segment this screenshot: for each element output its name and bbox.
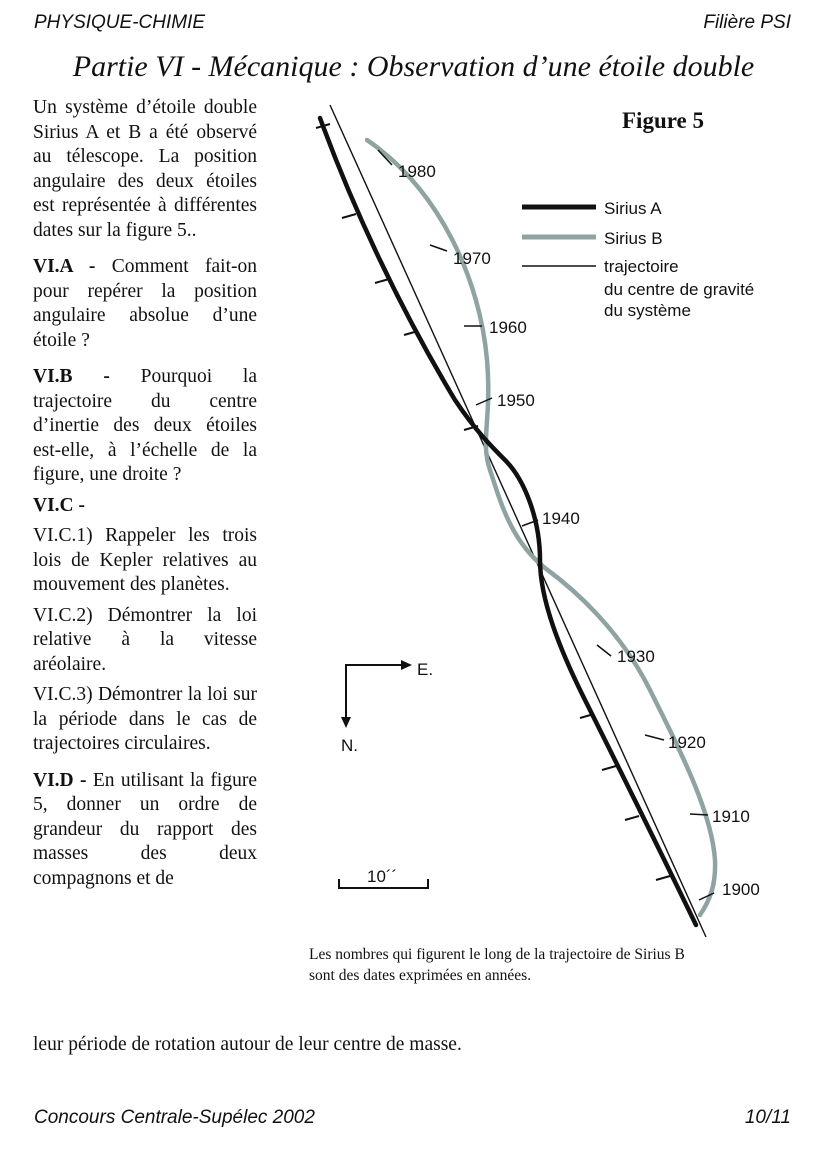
sirius-a-tick [656,876,670,880]
compass [341,660,433,755]
date-label: 1920 [668,733,706,752]
date-label: 1940 [542,509,580,528]
east-arrowhead-icon [401,660,412,670]
compass-east-label: E. [417,660,434,679]
header-track: Filière PSI [703,12,791,33]
sirius-b-tick [690,814,708,815]
date-label: 1980 [398,162,436,181]
sirius-a-tick [602,766,616,770]
legend-label-centre-1: trajectoire [604,257,679,276]
question-b-label: VI.B - [33,366,110,387]
sirius-b-tick [597,645,611,656]
page-title: Partie VI - Mécanique : Observation d’une étoile double [72,50,755,83]
figure-legend [522,199,754,320]
question-d-tail: leur période de rotation autour de leur centre de masse. [33,1034,462,1055]
intro-paragraph: Un système d’étoile double Sirius A et B a été observé au télescope. La position angulaire des deux étoiles est représentée à différentes dates sur la figure 5.. [33,97,257,241]
question-d-label: VI.D - [33,769,87,791]
date-label: 1930 [617,647,655,666]
question-d-text: En utilisant la figure 5, donner un ordre de grandeur du rapport des masses des deux compagnons et de [33,769,257,889]
date-label: 1910 [712,807,750,826]
figure-caption: Les nombres qui figurent le long de la trajectoire de Sirius B sont des dates exprimées en années. [309,946,685,984]
date-label: 1960 [489,318,527,337]
legend-label-sirius-a: Sirius A [604,199,662,218]
legend-label-sirius-b: Sirius B [604,229,663,248]
figure-title: Figure 5 [622,108,704,133]
scale-bar [339,867,428,889]
sirius-a-tick [625,816,639,820]
legend-label-centre-3: du système [604,301,691,320]
footer-contest: Concours Centrale-Supélec 2002 [34,1107,315,1128]
legend-label-centre-2: du centre de gravité [604,280,755,299]
date-label: 1950 [497,391,535,410]
question-c1: VI.C.1) Rappeler les trois lois de Kepler relatives au mouvement des planètes. [33,525,257,595]
date-label: 1900 [722,880,760,899]
question-c-label: VI.C - [33,494,85,516]
question-a-text: Comment fait-on pour repérer la position angulaire absolue d’une étoile ? [33,256,258,351]
sirius-b-tick [645,735,664,740]
header-subject: PHYSIQUE-CHIMIE [34,12,206,33]
sirius-b-tick [430,245,447,251]
question-b-text: Pourquoi la trajectoire du centre d’inertie des deux étoiles est-elle, à l’échelle de la figure, une droite ? [33,366,258,485]
compass-north-label: N. [341,736,358,755]
question-c2: VI.C.2) Démontrer la loi relative à la vitesse aréolaire. [33,604,257,675]
sirius-a-tick [342,214,356,218]
date-label: 1970 [453,249,491,268]
footer-page-number: 10/11 [744,1107,791,1128]
north-arrowhead-icon [341,717,351,728]
sirius-a-tick [375,279,389,283]
question-a-label: VI.A - [33,256,96,277]
scale-bar-label: 10´´ [367,867,398,886]
question-c3: VI.C.3) Démontrer la loi sur la période dans le cas de trajectoires circulaires. [33,684,257,754]
